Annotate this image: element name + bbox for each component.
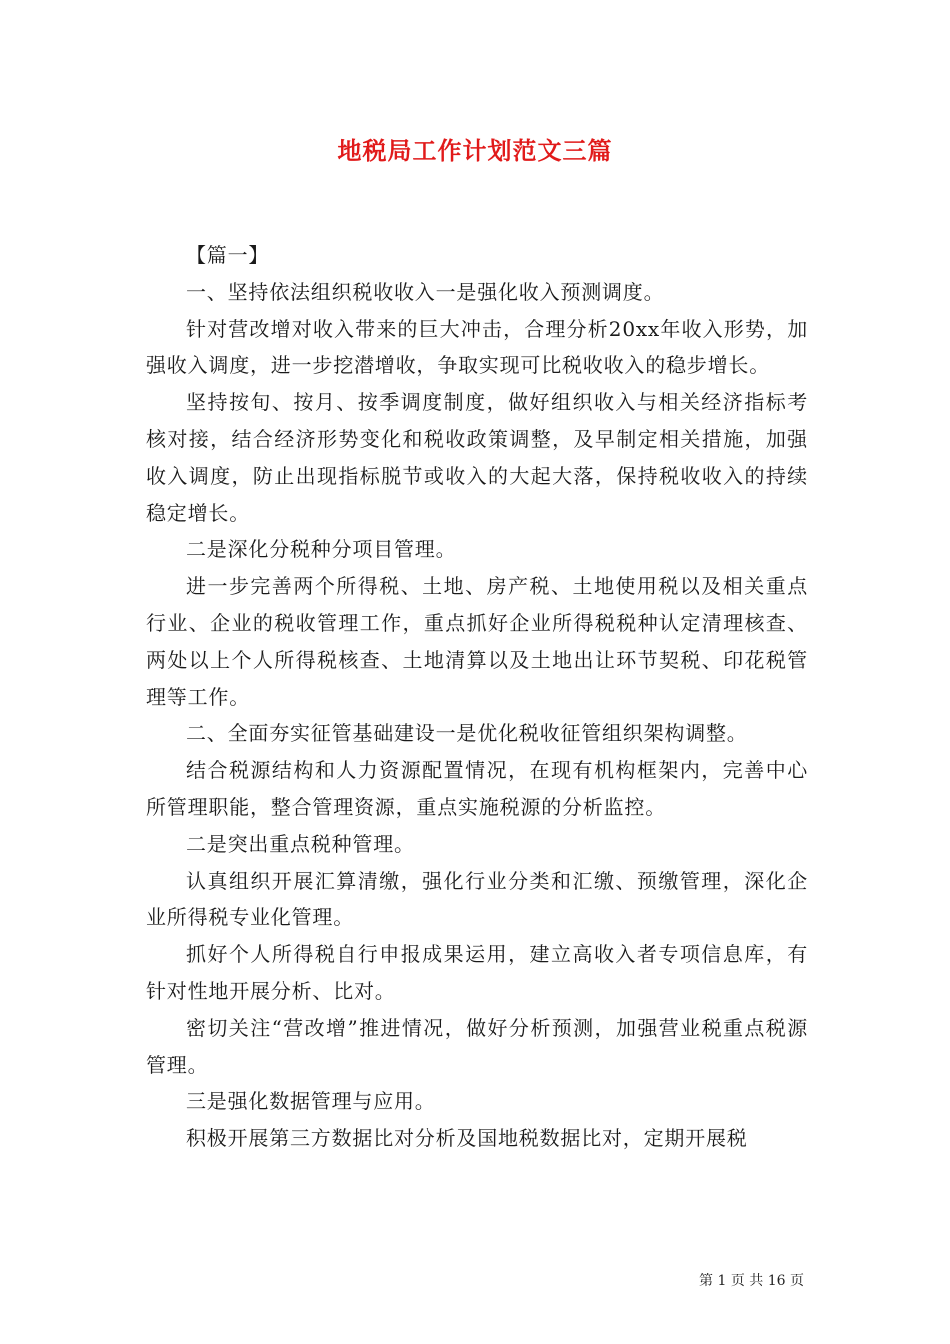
paragraph: 结合税源结构和人力资源配置情况，在现有机构框架内，完善中心所管理职能，整合管理资源，重点实施税源的分析监控。: [146, 758, 808, 819]
paragraph: 二是突出重点税种管理。: [186, 831, 415, 856]
paragraph: 认真组织开展汇算清缴，强化行业分类和汇缴、预缴管理，深化企业所得税专业化管理。: [146, 868, 808, 930]
page-number: 第 1 页 共 16 页: [699, 1273, 804, 1289]
paragraph: 针对营改增对收入带来的巨大冲击，合理分析20xx年收入形势，加强收入调度，进一步挖潜增收，争取实现可比税收收入的稳步增长。: [146, 316, 808, 378]
paragraph: 进一步完善两个所得税、土地、房产税、土地使用税以及相关重点行业、企业的税收管理工作，重点抓好企业所得税税种认定清理核查、两处以上个人所得税核查、土地清算以及土地出让环节契税、印花税管理等工作。: [146, 574, 808, 709]
paragraph: 一、坚持依法组织税收收入一是强化收入预测调度。: [186, 279, 665, 304]
document-body: [146, 237, 808, 1157]
document-title: 地税局工作计划范文三篇: [337, 136, 613, 165]
paragraph: 积极开展第三方数据比对分析及国地税数据比对，定期开展税: [186, 1126, 748, 1151]
paragraph: 抓好个人所得税自行申报成果运用，建立高收入者专项信息库，有针对性地开展分析、比对。: [146, 942, 808, 1003]
paragraph: 坚持按旬、按月、按季调度制度，做好组织收入与相关经济指标考核对接，结合经济形势变化和税收政策调整，及早制定相关措施，加强收入调度，防止出现指标脱节或收入的大起大落，保持税收收入的持续稳定增长。: [146, 390, 808, 525]
paragraph: 三是强化数据管理与应用。: [186, 1089, 436, 1114]
paragraph: 密切关注“营改增”推进情况，做好分析预测，加强营业税重点税源管理。: [146, 1015, 808, 1077]
section-heading: 【篇一】: [186, 243, 270, 267]
paragraph: 二、全面夯实征管基础建设一是优化税收征管组织架构调整。: [186, 721, 748, 746]
paragraph: 二是深化分税种分项目管理。: [186, 537, 457, 562]
